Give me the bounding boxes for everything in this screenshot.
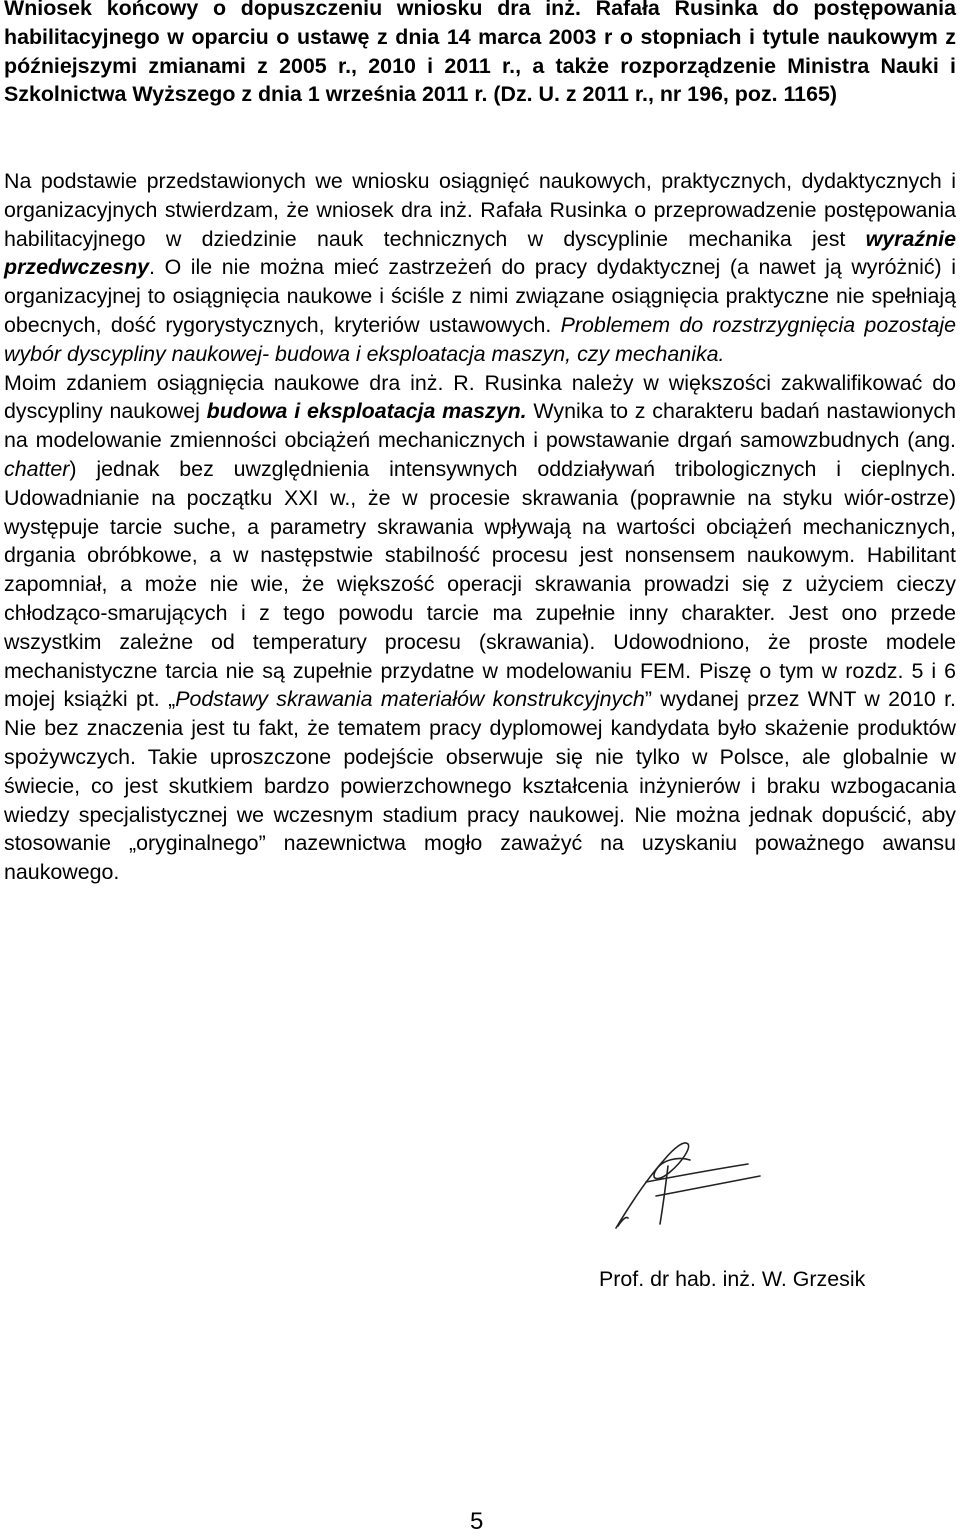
paragraph-opinion-part4: ” wydanej przez WNT w 2010 r. Nie bez znaczenia jest tu fakt, że tematem pracy dyplomowej kandydata było skażenie produktów spożywczych. Takie uproszczone podejście obserwuje się nie tylko w Polsce, ale globalnie w świecie, co jest skutkiem bardzo powierzchownego kształcenia inżynierów i braku wzbogacania wiedzy specjalistycznej we wczesnym stadium pracy naukowej. Nie można jednak dopuścić, aby stosowanie „oryginalnego” nazewnictwa mogło zaważyć na uzyskaniu poważnego awansu naukowego.	[4, 687, 956, 885]
document-body	[4, 167, 956, 887]
book-title: Podstawy skrawania materiałów konstrukcyjnych	[175, 687, 645, 712]
paragraph-opinion-part2: Wynika to z charakteru badań nastawionych na modelowanie zmienności obciążeń mechanicznych i powstawanie drgań samowzbudnych (ang.	[4, 399, 956, 453]
assessment-verdict: wyraźnie przedwczesny	[4, 226, 956, 280]
paragraph-opinion-part1: Moim zdaniem osiągnięcia naukowe dra inż. R. Rusinka należy w większości zakwalifikować do dyscypliny naukowej	[4, 370, 956, 424]
paragraph-opinion	[4, 369, 956, 887]
discipline-recommendation: budowa i eksploatacja maszyn.	[206, 399, 527, 424]
signature-drawing	[598, 1120, 768, 1240]
page-number: 5	[470, 1508, 484, 1535]
heading-text: Wniosek końcowy o dopuszczeniu wniosku dra inż. Rafała Rusinka do postępowania habilitacyjnego w oparciu o ustawę z dnia 14 marca 2003 r o stopniach i tytule naukowym z późniejszymi zmianami z 2005 r., 2010 i 2011 r., a także rozporządzenie Ministra Nauki i Szkolnictwa Wyższego z dnia 1 września 2011 r. (Dz. U. z 2011 r., nr 196, poz. 1165)	[4, 0, 956, 107]
discipline-question: Problemem do rozstrzygnięcia pozostaje wybór dyscypliny naukowej- budowa i eksploatacja maszyn, czy mechanika.	[4, 312, 956, 366]
paragraph-assessment-part1: Na podstawie przedstawionych we wniosku osiągnięć naukowych, praktycznych, dydaktycznych i organizacyjnych stwierdzam, że wniosek dra inż. Rafała Rusinka o przeprowadzenie postępowania habilitacyjnego w dziedzinie nauk technicznych w dyscyplinie mechanika jest	[4, 169, 956, 251]
paragraph-assessment	[4, 167, 956, 369]
document-heading	[4, 0, 956, 109]
handwritten-signature-icon	[598, 1120, 768, 1240]
signer-name: Prof. dr hab. inż. W. Grzesik	[599, 1267, 866, 1291]
paragraph-assessment-part2: . O ile nie można mieć zastrzeżeń do pracy dydaktycznej (a nawet ją wyróżnić) i organizacyjnej to osiągnięcia naukowe i ściśle z nimi związane osiągnięcia praktyczne nie spełniają obecnych, dość rygorystycznych, kryteriów ustawowych.	[4, 255, 956, 337]
chatter-term: chatter	[4, 456, 70, 481]
paragraph-opinion-part3: ) jednak bez uwzględnienia intensywnych oddziaływań tribologicznych i cieplnych. Udowadnianie na początku XXI w., że w procesie skrawania (poprawnie na styku wiór-ostrze) występuje tarcie suche, a parametry skrawania wpływają na wartości obciążeń mechanicznych, drgania obróbkowe, a w następstwie stabilność procesu jest nonsensem naukowym. Habilitant zapomniał, a może nie wie, że większość operacji skrawania prowadzi się z użyciem cieczy chłodząco-smarujących i z tego powodu tarcie ma zupełnie inny charakter. Jest ono przede wszystkim zależne od temperatury procesu (skrawania). Udowodniono, że proste modele mechanistyczne tarcia nie są zupełnie przydatne w modelowaniu FEM. Piszę o tym w rozdz. 5 i 6 mojej książki pt. „	[4, 456, 956, 712]
